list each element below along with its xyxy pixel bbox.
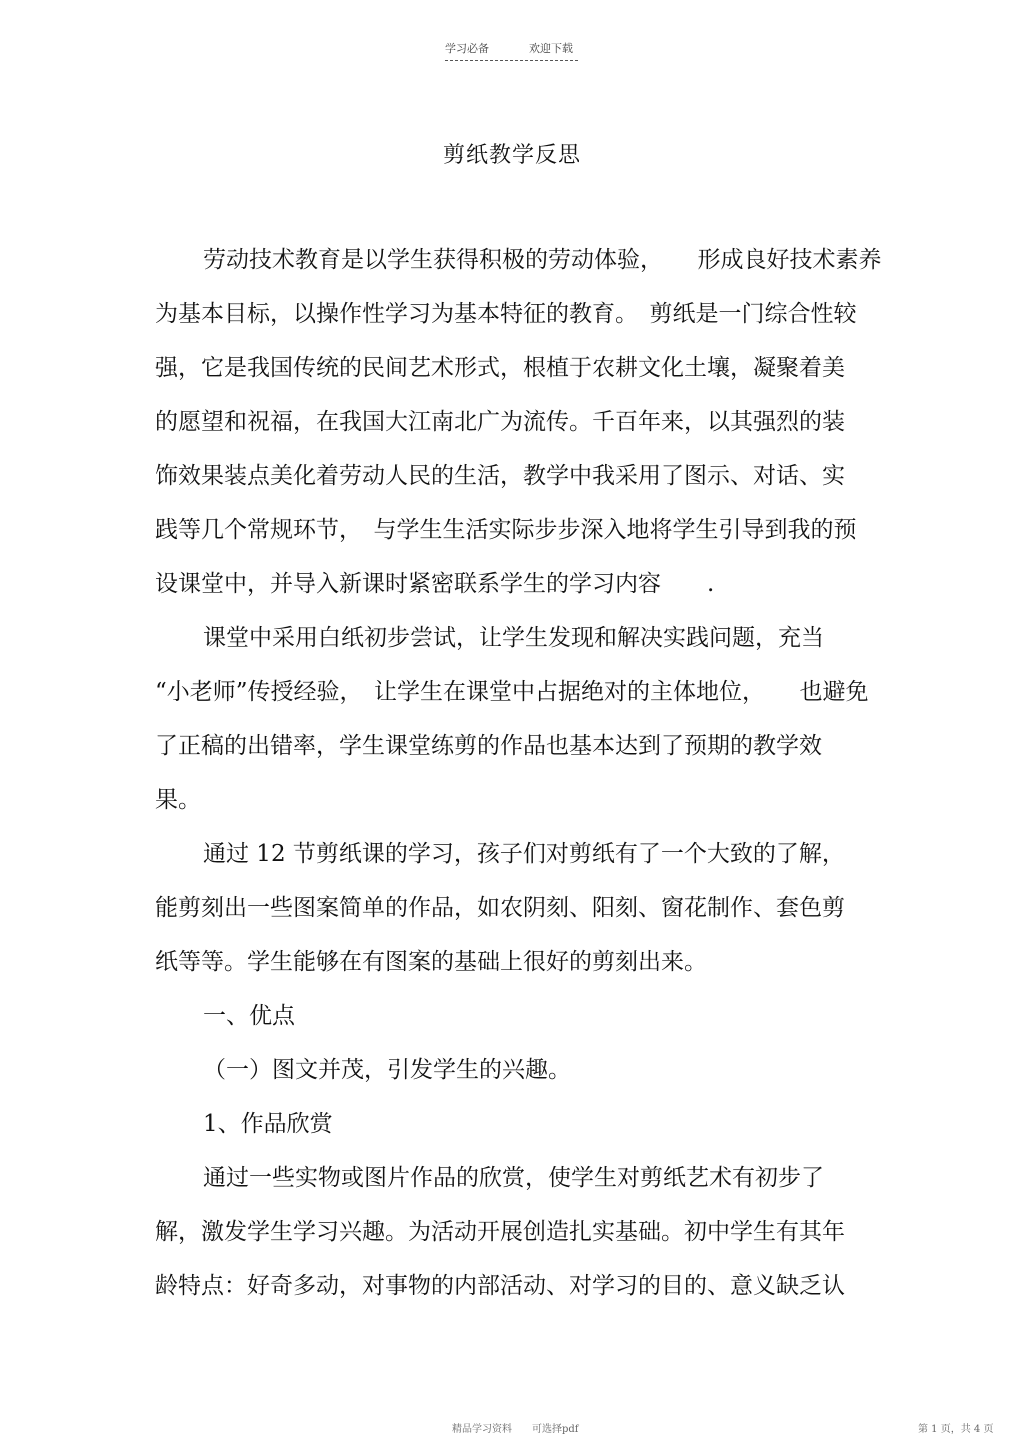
body-line-1: 劳动技术教育是以学生获得积极的劳动体验， 形成良好技术素养: [203, 247, 882, 273]
body-line-2: 为基本目标，以操作性学习为基本特征的教育。 剪纸是一门综合性较: [155, 301, 857, 327]
body-line-20: 龄特点：好奇多动，对事物的内部活动、对学习的目的、意义缺乏认: [155, 1273, 845, 1299]
footer-page-number: 第 1 页，共 4 页: [918, 1424, 994, 1435]
subsection-heading: （一）图文并茂，引发学生的兴趣。: [203, 1057, 571, 1083]
body-line-7: 设课堂中，并导入新课时紧密联系学生的学习内容 .: [155, 571, 715, 597]
body-line-18: 通过一些实物或图片作品的欣赏，使学生对剪纸艺术有初步了: [203, 1165, 824, 1191]
body-line-9: “小老师”传授经验， 让学生在课堂中占据绝对的主体地位， 也避免: [155, 679, 869, 705]
body-line-4: 的愿望和祝福，在我国大江南北广为流传。千百年来，以其强烈的装: [155, 409, 845, 435]
header-left-text: 学习必备: [445, 42, 489, 55]
body-line-6: 践等几个常规环节， 与学生生活实际步步深入地将学生引导到我的预: [155, 517, 857, 543]
header-divider: [445, 60, 578, 61]
body-line-8: 课堂中采用白纸初步尝试，让学生发现和解决实践问题，充当: [203, 625, 824, 651]
item-heading: 1、作品欣赏: [203, 1111, 333, 1137]
body-line-14: 纸等等。学生能够在有图案的基础上很好的剪刻出来。: [155, 949, 707, 975]
body-line-3: 强，它是我国传统的民间艺术形式，根植于农耕文化土壤，凝聚着美: [155, 355, 845, 381]
section-heading: 一、优点: [203, 1003, 295, 1029]
header-right-text: 欢迎下载: [529, 42, 573, 55]
body-line-11: 果。: [155, 787, 201, 813]
body-line-19: 解，激发学生学习兴趣。为活动开展创造扎实基础。初中学生有其年: [155, 1219, 845, 1245]
page-header: [445, 40, 580, 56]
body-line-13: 能剪刻出一些图案简单的作品，如农阴刻、阳刻、窗花制作、套色剪: [155, 895, 845, 921]
body-line-12: 通过 12 节剪纸课的学习，孩子们对剪纸有了一个大致的了解，: [203, 841, 845, 867]
document-title: 剪纸教学反思: [442, 143, 581, 168]
footer-left-text: 精品学习资料 可选择pdf: [452, 1424, 579, 1435]
body-line-5: 饰效果装点美化着劳动人民的生活，教学中我采用了图示、对话、实: [155, 463, 845, 489]
body-line-10: 了正稿的出错率，学生课堂练剪的作品也基本达到了预期的教学效: [155, 733, 822, 759]
